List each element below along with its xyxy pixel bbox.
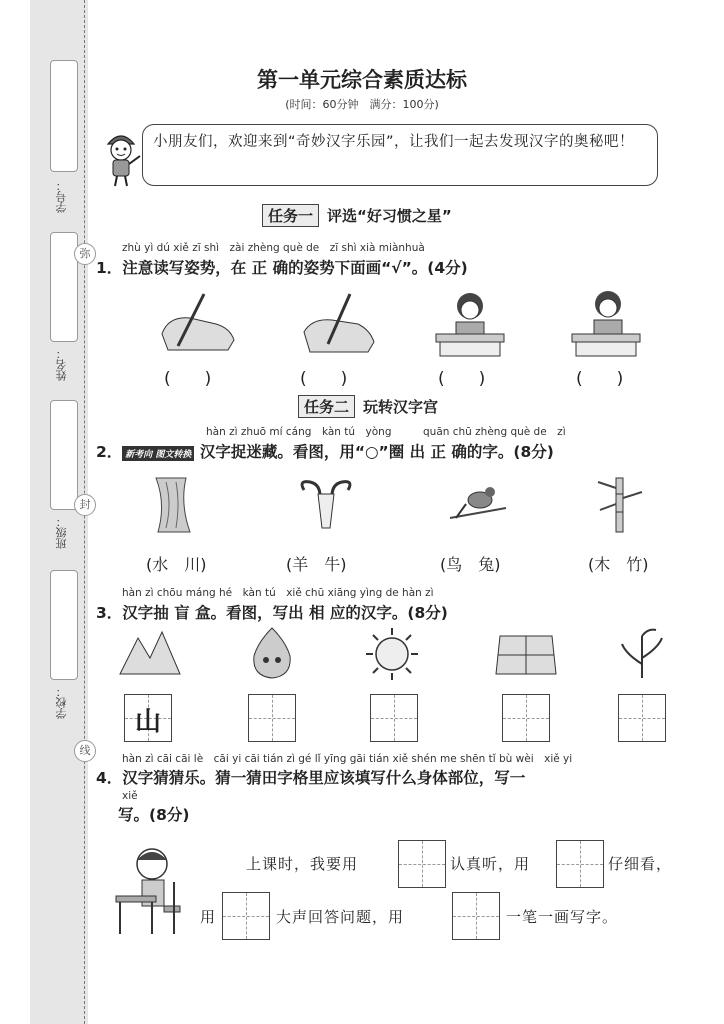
task1-heading [262,204,452,227]
q1-text: 1．注意读写姿势，在 正 确的姿势下面画“√”。(4分) [96,259,468,277]
fire-image [246,626,298,680]
task2-heading [298,395,438,418]
q3-grid-1-answer: 山 [134,707,161,737]
seal-mark-feng: 封 [74,494,96,516]
mascot-illustration [98,126,144,188]
class-field[interactable] [50,400,78,510]
sitting-girl-image-2 [568,288,644,358]
sitting-girl-image-1 [432,288,508,358]
q4-pinyin-2: xiě [122,790,138,802]
intro-speech-bubble [142,124,658,186]
task1-title: 评选“好习惯之星” [327,207,452,225]
q3-grid-1[interactable] [124,694,172,742]
q2-text: 汉字捉迷藏。看图，用“○”圈 出 正 确的字。(8分) [199,443,554,461]
school-field[interactable] [50,570,78,680]
q3-grid-5[interactable] [618,694,666,742]
q4-sentence1-part3: 仔细看， [608,855,673,873]
page-subtitle: (时间：60分钟 满分：100分) [285,98,439,111]
q4-grid-2[interactable] [556,840,604,888]
q1-answer-1[interactable]: ( ) [164,369,212,389]
q4-sentence1-part1: 上课时，我要用 [246,855,359,873]
sun-image [364,626,420,682]
q4-grid-4[interactable] [452,892,500,940]
q4-text: 4．汉字猜猜乐。猜一猜田字格里应该填写什么身体部位，写一 [96,769,526,787]
q4-grid-1[interactable] [398,840,446,888]
q4-sentence1-part2: 认真听，用 [450,855,531,873]
page-title: 第一单元综合素质达标 [257,68,467,92]
q2-option-3[interactable]: (鸟 兔) [440,555,501,574]
student-id-label: 学号： [55,180,68,213]
q4-sentence2-part3: 一笔一画写字。 [506,908,619,926]
q2-new-tag: 新考向 图文转换 [122,446,194,461]
task2-badge: 任务二 [298,395,355,418]
q2-option-2[interactable]: (羊 牛) [286,555,347,574]
writing-hand-image-1 [158,290,238,356]
student-at-desk-image [112,842,184,938]
task2-title: 玩转汉字宫 [363,398,439,416]
q4-grid-3[interactable] [222,892,270,940]
intro-text: 小朋友们，欢迎来到“奇妙汉字乐园”，让我们一起去发现汉字的奥秘吧！ [153,134,635,150]
q2-pinyin: hàn zì zhuō mí cáng kàn tú yòng quān chū zhèng què de zì [206,426,566,438]
q3-text: 3．汉字抽 盲 盒。看图，写出 相 应的汉字。(8分) [96,604,448,622]
q1-pinyin: zhù yì dú xiě zī shì zài zhèng què de zī shì xià miànhuà [122,242,425,254]
q4-sentence2-part1: 用 [200,908,217,926]
task1-badge: 任务一 [262,204,319,227]
bird-image [446,478,510,534]
name-label: 姓名： [55,348,68,381]
q2-option-4[interactable]: (木 竹) [588,555,649,574]
q1-answer-3[interactable]: ( ) [438,369,486,389]
q3-pinyin: hàn zì chōu máng hé kàn tú xiě chū xiāng yìng de hàn zì [122,587,434,599]
q3-grid-4[interactable] [502,694,550,742]
bamboo-image [592,474,648,536]
mountain-image [118,628,182,678]
school-label: 学校： [55,686,68,719]
q3-grid-2[interactable] [248,694,296,742]
q3-grid-3[interactable] [370,694,418,742]
name-field[interactable] [50,232,78,342]
seal-mark-xian: 线 [74,740,96,762]
rice-plant-image [618,624,666,680]
writing-hand-image-2 [298,290,378,356]
q4-text-2: 写。(8分) [118,806,190,824]
class-label: 班级： [55,516,68,549]
q2-line [96,440,554,462]
q2-number: 2． [96,443,123,461]
q4-pinyin: hàn zì cāi cāi lè cāi yi cāi tián zì gé lǐ yīng gāi tián xiě shén me shēn tǐ bù wèi xiě yi [122,753,573,765]
q2-option-1[interactable]: (水 川) [146,555,207,574]
q1-answer-4[interactable]: ( ) [576,369,624,389]
field-image [494,632,558,678]
sheep-head-image [294,476,358,536]
river-image [150,474,214,536]
q1-answer-2[interactable]: ( ) [300,369,348,389]
seal-mark-mi: 弥 [74,243,96,265]
q4-sentence2-part2: 大声回答问题，用 [276,908,405,926]
